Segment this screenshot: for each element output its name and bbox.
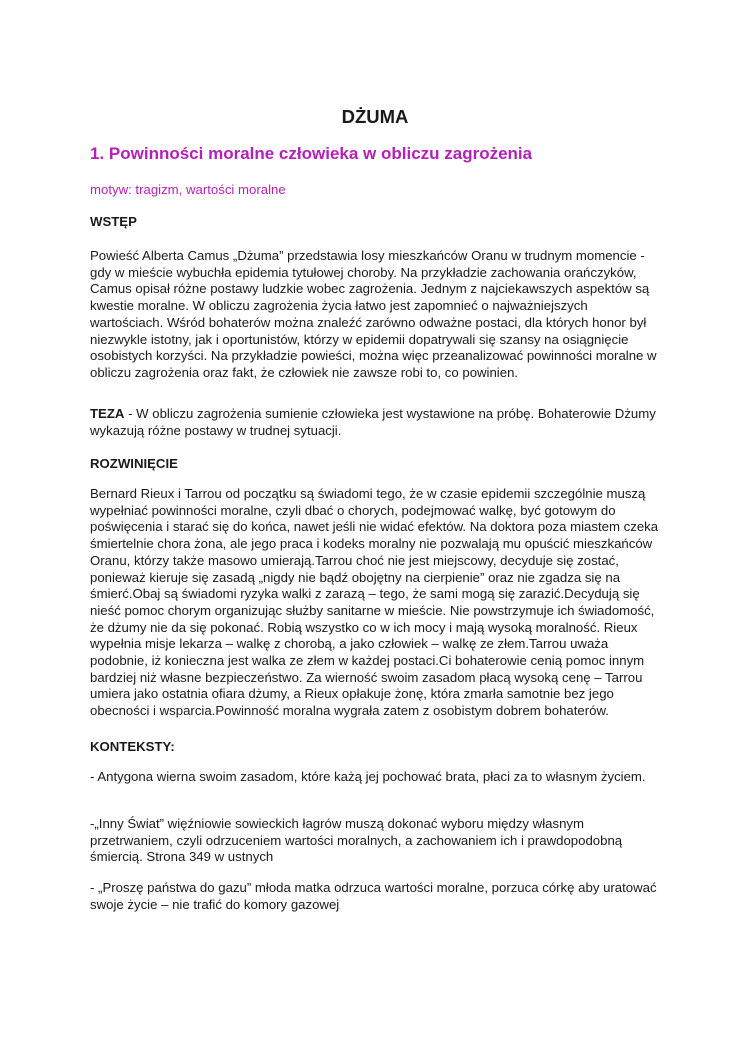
context-item: - Antygona wierna swoim zasadom, które każą jej pochować brata, płaci za to własnym życiem. <box>90 769 646 784</box>
thesis-paragraph <box>90 406 660 439</box>
development-paragraph: Bernard Rieux i Tarrou od początku są świadomi tego, że w czasie epidemii szczególnie muszą wypełniać powinności moralne, czyli dbać o chorych, podejmować walkę, być gotowym do poświęcenia i starać się do końca, nawet jeśli nie widać efektów. Na doktora poza miastem czeka śmiertelnie chora żona, ale jego praca i kodeks moralny nie pozwalają mu opuścić mieszkańców Oranu, którzy także masowo umierają.Tarrou choć nie jest miejscowy, decyduje się zostać, ponieważ kieruje się zasadą „nigdy nie bądź obojętny na cierpienie” oraz nie zgadza się na śmierć.Obaj są świadomi ryzyka walki z zarazą – tego, że sami mogą się zarazić.Decydują się nieść pomoc chorym organizując służby sanitarne w mieście. Nie powstrzymuje ich świadomość, że dżumy nie da się pokonać. Robią wszystko co w ich mocy i mają wysoką moralność. Rieux wypełnia misje lekarza – walkę z chorobą, a jako człowiek – walkę ze złem.Tarrou uważa podobnie, iż konieczna jest walka ze złem w każdej postaci.Ci bohaterowie cenią pomoc innym bardziej niż własne bezpieczeństwo. Za wierność swoim zasadom płacą wysoką cenę – Tarrou umiera jako ostatnia ofiara dżumy, a Rieux opłakuje żonę, która zmarła samotnie bez jego obecności i wsparcia.Powinność moralna wygrała zatem z osobistym dobrem bohaterów. <box>90 486 659 719</box>
development-heading: ROZWINIĘCIE <box>90 456 178 471</box>
topic-heading: 1. Powinności moralne człowieka w obliczu zagrożenia <box>90 144 533 163</box>
intro-heading: WSTĘP <box>90 214 137 229</box>
intro-paragraph: Powieść Alberta Camus „Dżuma” przedstawia losy mieszkańców Oranu w trudnym momencie - gdy w mieście wybuchła epidemia tytułowej choroby. Na przykładzie zachowania orańczyków, Camus opisał różne postawy ludzkie wobec zagrożenia. Jednym z najciekawszych aspektów są kwestie moralne. W obliczu zagrożenia życia łatwo jest zapomnieć o najważniejszych wartościach. Wśród bohaterów można znaleźć zarówno odważne postaci, dla których honor był niezwykle istotny, jak i oportunistów, którzy w epidemii dopatrywali się szansy na osiągnięcie osobistych korzyści. Na przykładzie powieści, można więc przeanalizować powinności moralne w obliczu zagrożenia oraz fakt, że człowiek nie zawsze robi to, co powinien. <box>90 248 657 380</box>
thesis-text: - W obliczu zagrożenia sumienie człowieka jest wystawione na próbę. Bohaterowie Dżumy wykazują różne postawy w trudnej sytuacji. <box>90 406 656 438</box>
context-item: - „Proszę państwa do gazu” młoda matka odrzuca wartości moralne, porzuca córkę aby uratować swoje życie – nie trafić do komory gazowej <box>90 880 657 912</box>
contexts-heading: KONTEKSTY: <box>90 739 175 754</box>
motif-line: motyw: tragizm, wartości moralne <box>90 182 286 197</box>
thesis-label: TEZA <box>90 406 125 421</box>
context-item: -„Inny Świat” więźniowie sowieckich łagrów muszą dokonać wyboru między własnym przetrwaniem, czyli odrzuceniem wartości moralnych, a zachowaniem ich i prawdopodobną śmiercią. Strona 349 w ustnych <box>90 816 623 865</box>
document-title: DŻUMA <box>341 106 409 127</box>
